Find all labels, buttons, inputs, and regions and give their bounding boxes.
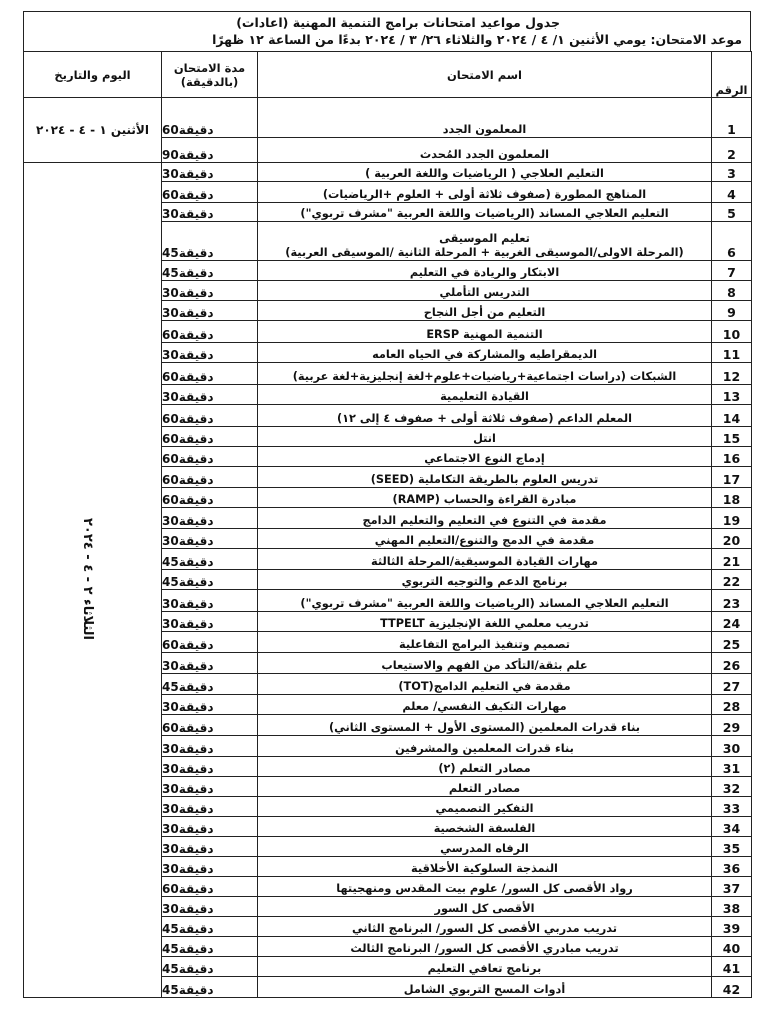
document-title: جدول مواعيد امتحانات برامج التنمية المهنية (اعادات): [236, 15, 560, 30]
exam-duration: 30دقيقة: [162, 777, 258, 797]
exam-duration: 60دقيقة: [162, 321, 258, 343]
exam-name: المعلمون الجدد: [258, 98, 712, 138]
exam-duration: 30دقيقة: [162, 837, 258, 857]
exam-name-line2: (المرحلة الاولى/الموسيقى الغربية + المرحلة الثانية /الموسيقى العربية): [285, 246, 684, 259]
exam-duration: 30دقيقة: [162, 612, 258, 632]
exam-name: المناهج المطورة (صفوف ثلاثة أولى + العلوم +الرياضيات): [258, 182, 712, 203]
exam-duration: 30دقيقة: [162, 343, 258, 363]
exam-name: الأقصى كل السور: [258, 897, 712, 917]
exam-name-line1: تعليم الموسيقى: [439, 232, 530, 245]
exam-name: إدماج النوع الاجتماعي: [258, 447, 712, 467]
row-number: 10: [712, 321, 752, 343]
table-row: [24, 163, 752, 182]
exam-name: انتل: [258, 427, 712, 447]
row-number: 22: [712, 570, 752, 590]
exam-duration: 30دقيقة: [162, 301, 258, 321]
row-number: 33: [712, 797, 752, 817]
table-row: [24, 98, 752, 138]
exam-duration: 60دقيقة: [162, 182, 258, 203]
day-tuesday: [24, 163, 162, 998]
exam-name: التعليم العلاجي المساند (الرياضيات واللغة العربية "مشرف تربوي"): [258, 590, 712, 612]
column-header-number: الرقم: [712, 52, 752, 98]
exam-duration: 30دقيقة: [162, 797, 258, 817]
exam-duration: 60دقيقة: [162, 488, 258, 508]
exam-duration: 30دقيقة: [162, 757, 258, 777]
row-number: 41: [712, 957, 752, 977]
exam-duration: 45دقيقة: [162, 549, 258, 570]
document-header: [23, 11, 751, 51]
exam-name: تدريب معلمي اللغة الإنجليزية TTPELT: [258, 612, 712, 632]
exam-name: مقدمة في التعليم الدامج(TOT): [258, 674, 712, 695]
row-number: 16: [712, 447, 752, 467]
column-header-exam-name: اسم الامتحان: [258, 52, 712, 98]
table-header-row: [24, 52, 752, 98]
exam-duration: 60دقيقة: [162, 363, 258, 385]
row-number: 12: [712, 363, 752, 385]
row-number: 13: [712, 385, 752, 405]
exam-duration: 60دقيقة: [162, 405, 258, 427]
exam-duration: 60دقيقة: [162, 98, 258, 138]
exam-name: التدريس التأملي: [258, 281, 712, 301]
column-header-day-date: اليوم والتاريخ: [24, 52, 162, 98]
exam-name: تصميم وتنفيذ البرامج التفاعلية: [258, 632, 712, 653]
row-number: 31: [712, 757, 752, 777]
row-number: 9: [712, 301, 752, 321]
column-header-duration: [162, 52, 258, 98]
exam-name: المعلمون الجدد المُحدث: [258, 138, 712, 163]
row-number: 3: [712, 163, 752, 182]
exam-name: [258, 222, 712, 261]
exam-duration: 30دقيقة: [162, 385, 258, 405]
exam-duration: 30دقيقة: [162, 590, 258, 612]
exam-name: الابتكار والريادة في التعليم: [258, 261, 712, 281]
row-number: 7: [712, 261, 752, 281]
row-number: 25: [712, 632, 752, 653]
exam-duration: 60دقيقة: [162, 715, 258, 736]
exam-name: بناء قدرات المعلمين والمشرفين: [258, 736, 712, 757]
exam-name: برنامج الدعم والتوجيه التربوي: [258, 570, 712, 590]
exam-name: التنمية المهنية ERSP: [258, 321, 712, 343]
exam-duration: 30دقيقة: [162, 281, 258, 301]
row-number: 39: [712, 917, 752, 937]
row-number: 4: [712, 182, 752, 203]
exam-duration: 30دقيقة: [162, 163, 258, 182]
exam-duration: 45دقيقة: [162, 937, 258, 957]
exam-duration: 60دقيقة: [162, 467, 258, 488]
exam-duration: 60دقيقة: [162, 427, 258, 447]
exam-duration: 60دقيقة: [162, 877, 258, 897]
row-number: 18: [712, 488, 752, 508]
duration-header-line2: (بالدقيقة): [180, 74, 239, 89]
row-number: 27: [712, 674, 752, 695]
exam-name: المعلم الداعم (صفوف ثلاثة أولى + صفوف ٤ إلى ١٢): [258, 405, 712, 427]
exam-duration: 30دقيقة: [162, 529, 258, 549]
exam-name: التعليم العلاجي ( الرياضيات واللغة العربية ): [258, 163, 712, 182]
exam-name: مهارات القيادة الموسيقية/المرحلة الثالثة: [258, 549, 712, 570]
exam-name: التعليم من أجل النجاح: [258, 301, 712, 321]
exam-name: بناء قدرات المعلمين (المستوى الأول + المستوى الثاني): [258, 715, 712, 736]
exam-duration: 90دقيقة: [162, 138, 258, 163]
schedule-body: [24, 98, 752, 998]
exam-duration: 30دقيقة: [162, 653, 258, 674]
exam-duration: 30دقيقة: [162, 203, 258, 222]
exam-duration: 45دقيقة: [162, 261, 258, 281]
exam-name: التعليم العلاجي المساند (الرياضيات واللغة العربية "مشرف تربوي"): [258, 203, 712, 222]
exam-name: مهارات التكيف النفسي/ معلم: [258, 695, 712, 715]
exam-duration: 45دقيقة: [162, 222, 258, 261]
row-number: 26: [712, 653, 752, 674]
row-number: 23: [712, 590, 752, 612]
exam-name: القيادة التعليمية: [258, 385, 712, 405]
exam-name: تدريس العلوم بالطريقة التكاملية (SEED): [258, 467, 712, 488]
row-number: 29: [712, 715, 752, 736]
exam-duration: 30دقيقة: [162, 857, 258, 877]
exam-name: الديمقراطيه والمشاركة في الحياه العامه: [258, 343, 712, 363]
exam-duration: 45دقيقة: [162, 957, 258, 977]
exam-duration: 45دقيقة: [162, 977, 258, 998]
schedule-table: [23, 51, 752, 998]
exam-name: الرفاه المدرسي: [258, 837, 712, 857]
row-number: 8: [712, 281, 752, 301]
row-number: 17: [712, 467, 752, 488]
exam-schedule-sheet: [23, 11, 751, 998]
exam-name: تدريب مدربي الأقصى كل السور/ البرنامج الثاني: [258, 917, 712, 937]
exam-name: الفلسفة الشخصية: [258, 817, 712, 837]
row-number: 20: [712, 529, 752, 549]
row-number: 37: [712, 877, 752, 897]
row-number: 11: [712, 343, 752, 363]
document-subtitle: موعد الامتحان: يومي الأثنين ١/ ٤ / ٢٠٢٤ والثلاثاء ٢٦/ ٣ / ٢٠٢٤ بدءًا من الساعة ١٢ ظهرًا: [212, 32, 742, 47]
row-number: 30: [712, 736, 752, 757]
exam-duration: 45دقيقة: [162, 674, 258, 695]
row-number: 15: [712, 427, 752, 447]
row-number: 14: [712, 405, 752, 427]
exam-duration: 60دقيقة: [162, 632, 258, 653]
row-number: 36: [712, 857, 752, 877]
exam-name: برنامج تعافي التعليم: [258, 957, 712, 977]
exam-duration: 60دقيقة: [162, 447, 258, 467]
row-number: 42: [712, 977, 752, 998]
row-number: 40: [712, 937, 752, 957]
row-number: 34: [712, 817, 752, 837]
row-number: 38: [712, 897, 752, 917]
duration-header-line1: مدة الامتحان: [173, 60, 246, 75]
exam-name: النمذجة السلوكية الأخلاقية: [258, 857, 712, 877]
row-number: 32: [712, 777, 752, 797]
exam-name: مبادرة القراءة والحساب (RAMP): [258, 488, 712, 508]
row-number: 6: [712, 222, 752, 261]
exam-name: مقدمة في التنوع في التعليم والتعليم الدامج: [258, 508, 712, 529]
row-number: 2: [712, 138, 752, 163]
exam-duration: 30دقيقة: [162, 736, 258, 757]
exam-name: الشبكات (دراسات اجتماعية+رياضيات+علوم+لغة إنجليزية+لغة عربية): [258, 363, 712, 385]
row-number: 24: [712, 612, 752, 632]
exam-name: مصادر التعلم (٢): [258, 757, 712, 777]
exam-duration: 30دقيقة: [162, 508, 258, 529]
exam-name: تدريب مبادري الأقصى كل السور/ البرنامج الثالث: [258, 937, 712, 957]
exam-duration: 30دقيقة: [162, 817, 258, 837]
exam-name: مقدمة في الدمج والتنوع/التعليم المهني: [258, 529, 712, 549]
row-number: 35: [712, 837, 752, 857]
exam-duration: 45دقيقة: [162, 917, 258, 937]
row-number: 1: [712, 98, 752, 138]
exam-name: أدوات المسح التربوي الشامل: [258, 977, 712, 998]
row-number: 21: [712, 549, 752, 570]
exam-name: علم بثقة/التأكد من الفهم والاستيعاب: [258, 653, 712, 674]
exam-name: التفكير التصميمي: [258, 797, 712, 817]
exam-duration: 30دقيقة: [162, 695, 258, 715]
day-tuesday-label: الثلاثاء ٢ - ٤ - ٢٠٢٤: [80, 517, 95, 640]
exam-name: رواد الأقصى كل السور/ علوم بيت المقدس ومنهجيتها: [258, 877, 712, 897]
row-number: 28: [712, 695, 752, 715]
row-number: 19: [712, 508, 752, 529]
exam-duration: 45دقيقة: [162, 570, 258, 590]
exam-duration: 30دقيقة: [162, 897, 258, 917]
exam-name: مصادر التعلم: [258, 777, 712, 797]
day-monday: الأثنين ١ - ٤ - ٢٠٢٤: [24, 98, 162, 163]
row-number: 5: [712, 203, 752, 222]
